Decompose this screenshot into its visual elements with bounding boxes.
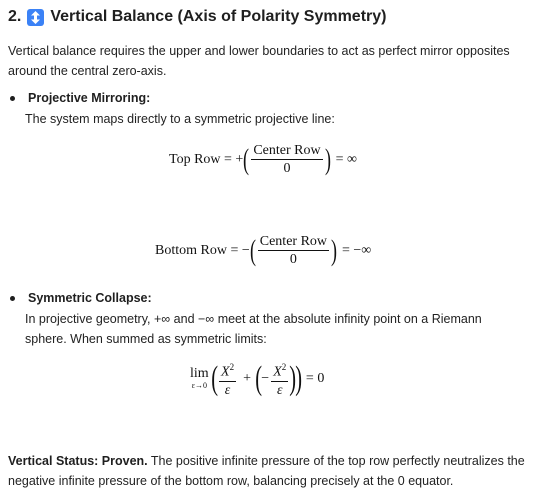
bullet-title: Symmetric Collapse: xyxy=(28,291,152,305)
fraction-denominator: ε xyxy=(224,382,231,398)
equation-limit xyxy=(190,360,324,398)
fraction-numerator: Center Row xyxy=(253,143,321,158)
section-title: Vertical Balance (Axis of Polarity Symmetry) xyxy=(50,8,387,25)
minus-sign: − xyxy=(261,370,270,386)
fraction xyxy=(251,143,322,176)
bullet-dot xyxy=(10,296,15,301)
up-down-arrow-icon xyxy=(27,9,44,26)
intro-paragraph: Vertical balance requires the upper and lower boundaries to act as perfect mirror opposites around the central zero-axis. xyxy=(8,44,510,78)
bullet-title: Projective Mirroring: xyxy=(28,91,151,105)
plus-sign: + xyxy=(243,370,251,386)
section-number: 2. xyxy=(8,8,22,25)
bullet-text: In projective geometry, +∞ and −∞ meet at the absolute infinity point on a Riemann sphere. When summed as symmetric limits: xyxy=(25,312,482,346)
equation-rhs: = ∞ xyxy=(335,151,357,167)
limit-text: lim xyxy=(190,366,209,382)
fraction xyxy=(258,234,329,267)
fraction-second xyxy=(271,360,288,398)
fraction-denominator: 0 xyxy=(289,252,297,267)
inner-left-paren: ( xyxy=(255,359,263,397)
left-paren: ( xyxy=(249,233,256,267)
fraction-numerator: Center Row xyxy=(259,234,328,249)
outer-right-paren: ) xyxy=(294,359,302,397)
left-paren: ( xyxy=(243,142,250,176)
bullet-symmetric-collapse xyxy=(8,291,152,305)
fraction-denominator: 0 xyxy=(283,161,291,176)
inner-right-paren: ) xyxy=(289,359,297,397)
limit-operator xyxy=(190,367,209,390)
fraction-numerator: $X^2$ xyxy=(221,362,235,380)
outer-left-paren: ( xyxy=(210,359,218,397)
vertical-status-paragraph xyxy=(8,451,528,491)
equation-rhs: = 0 xyxy=(305,370,325,386)
limit-subscript: ε→0 xyxy=(191,381,208,391)
status-text: The positive infinite pressure of the top row perfectly neutralizes the negative infinite pressure of the bottom row, balancing precisely at the 0 equator. xyxy=(8,454,525,488)
right-paren: ) xyxy=(324,142,331,176)
equation-bottom-row xyxy=(155,234,371,267)
right-paren: ) xyxy=(331,233,338,267)
equation-rhs: = −∞ xyxy=(342,242,372,258)
section-heading xyxy=(8,8,386,26)
bullet-dot xyxy=(10,96,15,101)
equation-lhs: Bottom Row = − xyxy=(155,242,250,258)
fraction-numerator: $X^2$ xyxy=(273,362,287,380)
fraction-denominator: ε xyxy=(276,382,283,398)
equation-lhs: Top Row = + xyxy=(169,151,244,167)
equation-top-row xyxy=(169,143,357,176)
bullet-projective-mirroring xyxy=(8,91,150,105)
status-label: Vertical Status: Proven. xyxy=(8,454,148,468)
bullet-text: The system maps directly to a symmetric projective line: xyxy=(25,112,335,126)
fraction-first xyxy=(219,360,236,398)
